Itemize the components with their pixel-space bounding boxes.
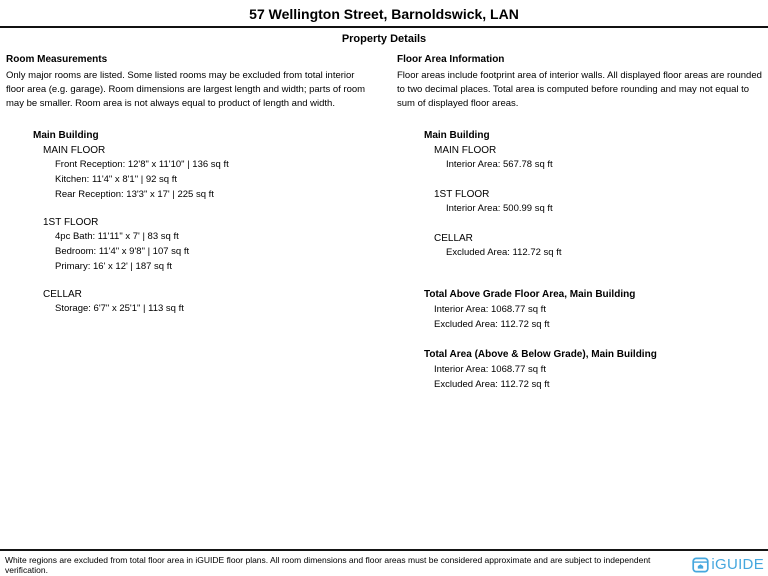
total-above-below-grade bbox=[424, 348, 768, 392]
iguide-box-icon bbox=[692, 557, 709, 573]
area-line: Excluded Area: 112.72 sq ft bbox=[446, 247, 562, 258]
iguide-logo bbox=[692, 557, 764, 573]
page-footer bbox=[0, 549, 768, 576]
room-measurements-description: Only major rooms are listed. Some listed rooms may be excluded from total interior floor area (e.g. garage). Room dimensions are largest length and width; parts of room may be smaller. Room area is not always equal to product of length and width. bbox=[6, 70, 366, 109]
area-line: Interior Area: 500.99 sq ft bbox=[446, 203, 553, 214]
area-line: Interior Area: 1068.77 sq ft bbox=[434, 304, 546, 315]
iguide-logo-text: iGUIDE bbox=[711, 556, 764, 573]
room-measurements-section bbox=[0, 54, 384, 392]
room-measurements-building bbox=[33, 129, 384, 316]
floor-main-floor bbox=[43, 144, 384, 202]
building-name: Main Building bbox=[424, 130, 490, 141]
building-name: Main Building bbox=[33, 130, 99, 141]
room-line: 4pc Bath: 11'11" x 7' | 83 sq ft bbox=[55, 231, 179, 242]
floor-name: 1ST FLOOR bbox=[434, 189, 490, 200]
content-columns bbox=[0, 54, 768, 392]
area-line: Interior Area: 1068.77 sq ft bbox=[434, 364, 546, 375]
floor-area-heading: Floor Area Information bbox=[397, 54, 505, 65]
total-name: Total Area (Above & Below Grade), Main Building bbox=[424, 349, 657, 360]
area-main-floor bbox=[434, 144, 768, 172]
floor-name: CELLAR bbox=[43, 289, 82, 300]
floor-name: MAIN FLOOR bbox=[43, 145, 106, 156]
area-cellar bbox=[434, 232, 768, 260]
total-name: Total Above Grade Floor Area, Main Building bbox=[424, 289, 636, 300]
area-1st-floor bbox=[434, 188, 768, 216]
area-line: Excluded Area: 112.72 sq ft bbox=[434, 319, 550, 330]
floor-area-building bbox=[424, 129, 768, 260]
floor-name: CELLAR bbox=[434, 233, 473, 244]
page-subtitle: Property Details bbox=[341, 33, 427, 45]
room-line: Primary: 16' x 12' | 187 sq ft bbox=[55, 261, 172, 272]
header-divider bbox=[0, 26, 768, 28]
room-measurements-heading: Room Measurements bbox=[6, 54, 108, 65]
floor-1st-floor bbox=[43, 216, 384, 274]
floor-name: MAIN FLOOR bbox=[434, 145, 497, 156]
floor-area-description: Floor areas include footprint area of interior walls. All displayed floor areas are rounded to two decimal places. Total area is computed before rounding and may not equal to sum of displayed floor areas. bbox=[397, 70, 762, 109]
floor-area-section bbox=[384, 54, 768, 392]
footer-disclaimer: White regions are excluded from total floor area in iGUIDE floor plans. All room dimensions and floor areas must be considered approximate and are subject to independent verification. bbox=[5, 555, 651, 575]
floor-cellar bbox=[43, 288, 384, 316]
room-line: Rear Reception: 13'3" x 17' | 225 sq ft bbox=[55, 189, 214, 200]
area-line: Excluded Area: 112.72 sq ft bbox=[434, 379, 550, 390]
total-above-grade bbox=[424, 288, 768, 332]
room-line: Bedroom: 11'4" x 9'8" | 107 sq ft bbox=[55, 246, 190, 257]
room-line: Kitchen: 11'4" x 8'1" | 92 sq ft bbox=[55, 174, 177, 185]
room-line: Front Reception: 12'8" x 11'10" | 136 sq ft bbox=[55, 159, 229, 170]
floor-name: 1ST FLOOR bbox=[43, 217, 99, 228]
area-line: Interior Area: 567.78 sq ft bbox=[446, 159, 553, 170]
page-title: 57 Wellington Street, Barnoldswick, LAN bbox=[249, 6, 519, 22]
room-line: Storage: 6'7" x 25'1" | 113 sq ft bbox=[55, 303, 184, 314]
